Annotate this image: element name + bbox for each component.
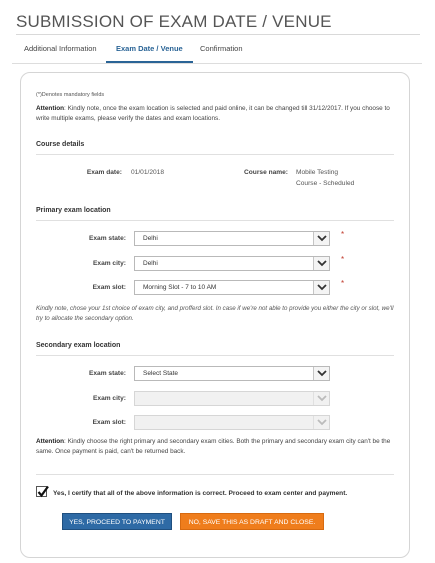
- required-marker: *: [341, 230, 345, 239]
- primary-slot-label: Exam slot:: [92, 284, 126, 291]
- primary-city-label: Exam city:: [93, 260, 126, 267]
- secondary-state-value: Select State: [143, 370, 179, 377]
- tab-exam-date-venue[interactable]: Exam Date / Venue: [106, 38, 193, 63]
- tab-bar: [12, 38, 422, 64]
- secondary-city-label: Exam city:: [93, 395, 126, 402]
- chevron-down-icon: [313, 232, 329, 245]
- certify-checkbox[interactable]: [36, 486, 47, 497]
- attention-note-2: [36, 437, 392, 457]
- chevron-down-icon: [313, 257, 329, 270]
- tab-confirmation[interactable]: Confirmation: [200, 44, 243, 53]
- tab-additional-information[interactable]: Additional Information: [24, 44, 97, 53]
- certify-label[interactable]: Yes, I certify that all of the above information is correct. Proceed to exam center and payment.: [53, 490, 348, 497]
- attention-text: : Kindly note, once the exam location is selected and paid online, it can be changed till 31/12/2017. If you choose to write multiple exams, please verify the dates and exam locations.: [36, 105, 390, 122]
- secondary-state-select[interactable]: [134, 366, 330, 381]
- title-divider: [16, 34, 420, 35]
- proceed-to-payment-button[interactable]: YES, PROCEED TO PAYMENT: [62, 513, 172, 530]
- primary-state-label: Exam state:: [88, 235, 126, 242]
- chevron-down-icon: [313, 281, 329, 294]
- attention-label-2: Attention: [36, 438, 65, 445]
- exam-date-value: 01/01/2018: [131, 169, 165, 176]
- required-marker: *: [341, 279, 345, 288]
- certify-divider: [36, 474, 394, 475]
- course-details-heading: Course details: [36, 141, 85, 148]
- primary-city-value: Delhi: [143, 260, 158, 267]
- course-name-value: [296, 167, 354, 189]
- primary-state-value: Delhi: [143, 235, 158, 242]
- primary-slot-select[interactable]: [134, 280, 330, 295]
- course-name-label: Course name:: [244, 169, 288, 176]
- secondary-slot-select[interactable]: [134, 415, 330, 430]
- primary-state-select[interactable]: [134, 231, 330, 246]
- course-divider: [36, 154, 394, 155]
- course-name-line1: Mobile Testing: [296, 169, 339, 176]
- chevron-down-icon: [313, 392, 329, 405]
- checkmark-icon: [37, 485, 49, 498]
- secondary-divider: [36, 355, 394, 356]
- attention-label: Attention: [36, 105, 65, 112]
- attention-note: [36, 104, 398, 124]
- attention-text-2: : Kindly choose the right primary and secondary exam cities. Both the primary and secondary exam city can't be the same. Once payment is paid, can't be returned back.: [36, 438, 391, 455]
- secondary-location-heading: Secondary exam location: [36, 342, 121, 349]
- chevron-down-icon: [313, 416, 329, 429]
- secondary-slot-label: Exam slot:: [92, 419, 126, 426]
- exam-date-label: Exam date:: [86, 169, 122, 176]
- page-title: SUBMISSION OF EXAM DATE / VENUE: [16, 12, 332, 31]
- required-marker: *: [341, 255, 345, 264]
- primary-slot-value: Morning Slot - 7 to 10 AM: [143, 284, 217, 291]
- course-name-line2: Course - Scheduled: [296, 180, 355, 187]
- primary-divider: [36, 220, 394, 221]
- secondary-state-label: Exam state:: [88, 370, 126, 377]
- chevron-down-icon: [313, 367, 329, 380]
- primary-location-note: Kindly note, chose your 1st choice of exam city, and profferd slot. In case if we're not able to provide you either the city or slot, we'll try to allocate the secondary option.: [36, 305, 394, 322]
- mandatory-note: (*)Denotes mandatory fields: [36, 92, 105, 98]
- primary-location-heading: Primary exam location: [36, 207, 111, 214]
- primary-city-select[interactable]: [134, 256, 330, 271]
- save-draft-button[interactable]: NO, SAVE THIS AS DRAFT AND CLOSE.: [180, 513, 324, 530]
- secondary-city-select[interactable]: [134, 391, 330, 406]
